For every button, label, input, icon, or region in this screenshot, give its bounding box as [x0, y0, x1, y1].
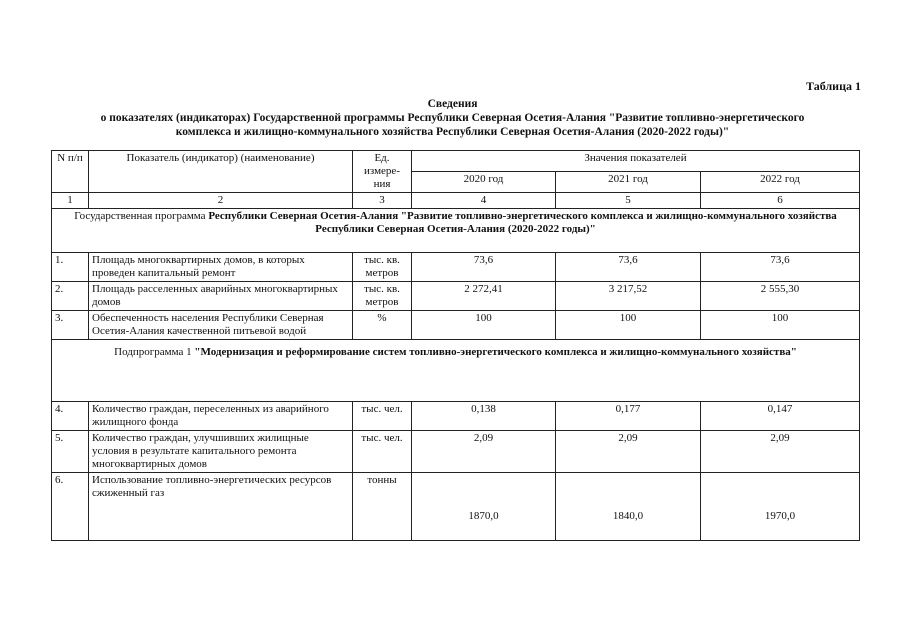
row-unit: тыс. кв. метров: [353, 253, 412, 282]
header-year-2020: 2020 год: [412, 172, 556, 193]
row-num: 5.: [52, 431, 89, 473]
section-program-name: Республики Северная Осетия-Алания "Развитие топливно-энергетического комплекса и жилищно-коммунального хозяйства Республики Северная Осетия-Алания (2020-2022 годы)": [208, 210, 837, 235]
column-number: 5: [556, 193, 701, 209]
row-value-2021: 1840,0: [556, 473, 701, 541]
column-number: 6: [701, 193, 860, 209]
section-program-title: [52, 209, 860, 253]
row-indicator-name: Площадь расселенных аварийных многоквартирных домов: [89, 282, 353, 311]
row-value-2020: 2 272,41: [412, 282, 556, 311]
header-unit: Ед. измере-ния: [353, 151, 412, 193]
row-value-2021: 3 217,52: [556, 282, 701, 311]
row-indicator-name: [89, 473, 353, 541]
row-indicator-name: Обеспеченность населения Республики Северная Осетия-Алания качественной питьевой водой: [89, 311, 353, 340]
row-num: 4.: [52, 402, 89, 431]
section-subprogram-prefix: Подпрограмма 1: [114, 346, 195, 358]
table-row: [52, 311, 860, 340]
column-number: 4: [412, 193, 556, 209]
row-value-2020: 0,138: [412, 402, 556, 431]
row-unit: %: [353, 311, 412, 340]
row-unit: тыс. чел.: [353, 402, 412, 431]
row-unit: тыс. кв. метров: [353, 282, 412, 311]
row-num: 3.: [52, 311, 89, 340]
table-row: [52, 402, 860, 431]
row-value-2021: 100: [556, 311, 701, 340]
row-value-2021: 0,177: [556, 402, 701, 431]
document-title: Сведения: [427, 98, 478, 110]
row-indicator-name-line2: сжиженный газ: [92, 487, 165, 499]
section-subprogram-title: [52, 340, 860, 402]
row-indicator-name: Количество граждан, переселенных из аварийного жилищного фонда: [89, 402, 353, 431]
row-indicator-name: Площадь многоквартирных домов, в которых проведен капитальный ремонт: [89, 253, 353, 282]
column-number: 3: [353, 193, 412, 209]
row-value-2020: 1870,0: [412, 473, 556, 541]
row-value-2022: 1970,0: [701, 473, 860, 541]
row-value-2020: 100: [412, 311, 556, 340]
row-unit: тонны: [353, 473, 412, 541]
document-heading: [40, 97, 865, 139]
row-value-2022: 73,6: [701, 253, 860, 282]
table-row: [52, 282, 860, 311]
row-value-2021: 2,09: [556, 431, 701, 473]
section-program-row: [52, 209, 860, 253]
row-value-2022: 2 555,30: [701, 282, 860, 311]
table-row: [52, 253, 860, 282]
table-row: [52, 473, 860, 541]
column-number-row: [52, 193, 860, 209]
row-num: 1.: [52, 253, 89, 282]
table-row: [52, 431, 860, 473]
header-year-2021: 2021 год: [556, 172, 701, 193]
row-num: 2.: [52, 282, 89, 311]
section-program-prefix: Государственная программа: [74, 210, 209, 222]
row-value-2022: 0,147: [701, 402, 860, 431]
header-year-2022: 2022 год: [701, 172, 860, 193]
column-number: 2: [89, 193, 353, 209]
header-indicator: Показатель (индикатор) (наименование): [89, 151, 353, 193]
header-row-1: [52, 151, 860, 172]
row-indicator-name: Количество граждан, улучшивших жилищные условия в результате капитального ремонта многоквартирных домов: [89, 431, 353, 473]
section-subprogram-name: "Модернизация и реформирование систем топливно-энергетического комплекса и жилищно-коммунального хозяйства": [194, 346, 797, 358]
indicators-table: [51, 150, 860, 541]
header-values-group: Значения показателей: [412, 151, 860, 172]
row-value-2020: 73,6: [412, 253, 556, 282]
row-unit: тыс. чел.: [353, 431, 412, 473]
row-indicator-name-line1: Использование топливно-энергетических ресурсов: [92, 474, 332, 486]
row-value-2022: 2,09: [701, 431, 860, 473]
section-subprogram-row: [52, 340, 860, 402]
header-num: N п/п: [52, 151, 89, 193]
row-value-2020: 2,09: [412, 431, 556, 473]
table-number: Таблица 1: [806, 79, 861, 93]
document-subtitle-line1: о показателях (индикаторах) Государственной программы Республики Северная Осетия-Алания "Развитие топливно-энергетического: [100, 112, 805, 124]
document-subtitle-line2: комплекса и жилищно-коммунального хозяйства Республики Северная Осетия-Алания (2020-2022 годы)": [175, 126, 730, 138]
row-value-2021: 73,6: [556, 253, 701, 282]
column-number: 1: [52, 193, 89, 209]
row-value-2022: 100: [701, 311, 860, 340]
row-num: 6.: [52, 473, 89, 541]
